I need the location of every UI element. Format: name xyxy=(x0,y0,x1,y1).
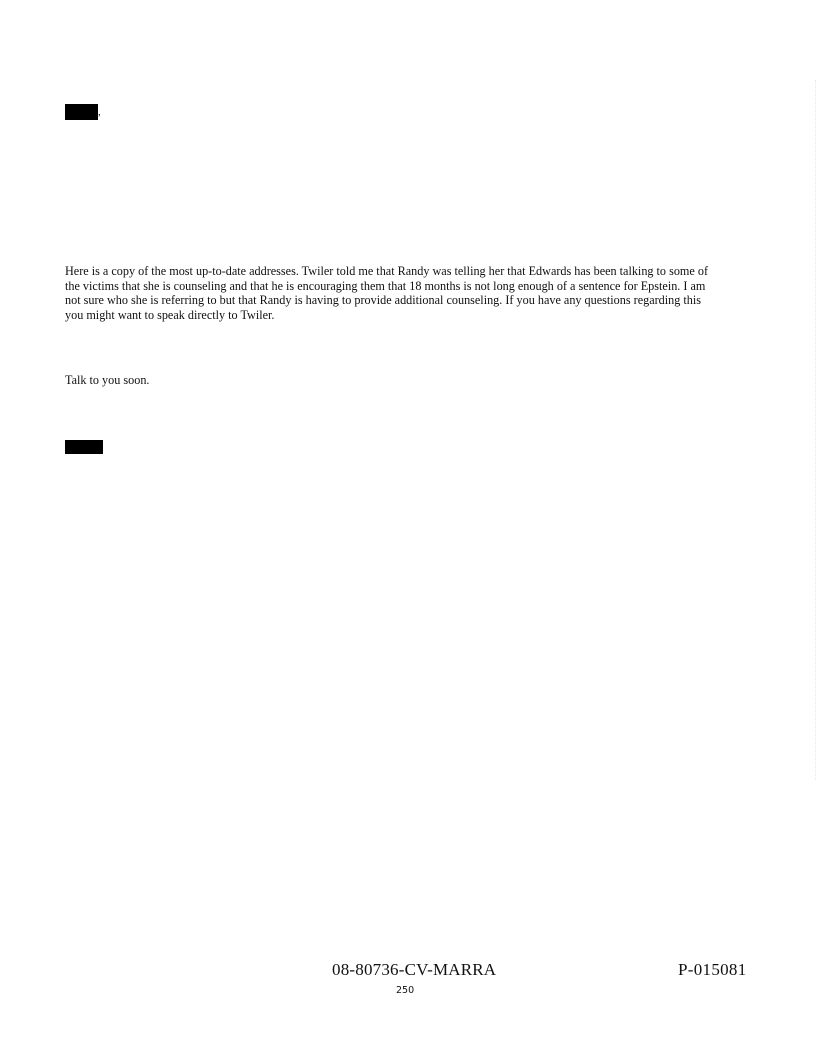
letter-body-paragraph xyxy=(65,264,765,322)
scan-margin-artifact xyxy=(809,80,816,780)
body-line: not sure who she is referring to but that Randy is having to provide additional counseling. If you have any questions regarding this xyxy=(65,293,701,307)
letter-closing: Talk to you soon. xyxy=(65,373,150,387)
salutation-punctuation: , xyxy=(98,106,101,118)
bates-number: P-015081 xyxy=(678,960,747,979)
body-line: Here is a copy of the most up-to-date addresses. Twiler told me that Randy was telling her that Edwards has been talking to some of xyxy=(65,264,709,278)
body-line: you might want to speak directly to Twiler. xyxy=(65,307,275,322)
redaction-box-salutation xyxy=(65,104,98,120)
case-number: 08-80736-CV-MARRA xyxy=(332,960,497,979)
redaction-box-signature xyxy=(65,440,103,454)
page-number: 250 xyxy=(396,985,415,996)
body-line: the victims that she is counseling and that he is encouraging them that 18 months is not long enough of a sentence for Epstein. I am xyxy=(65,278,706,293)
